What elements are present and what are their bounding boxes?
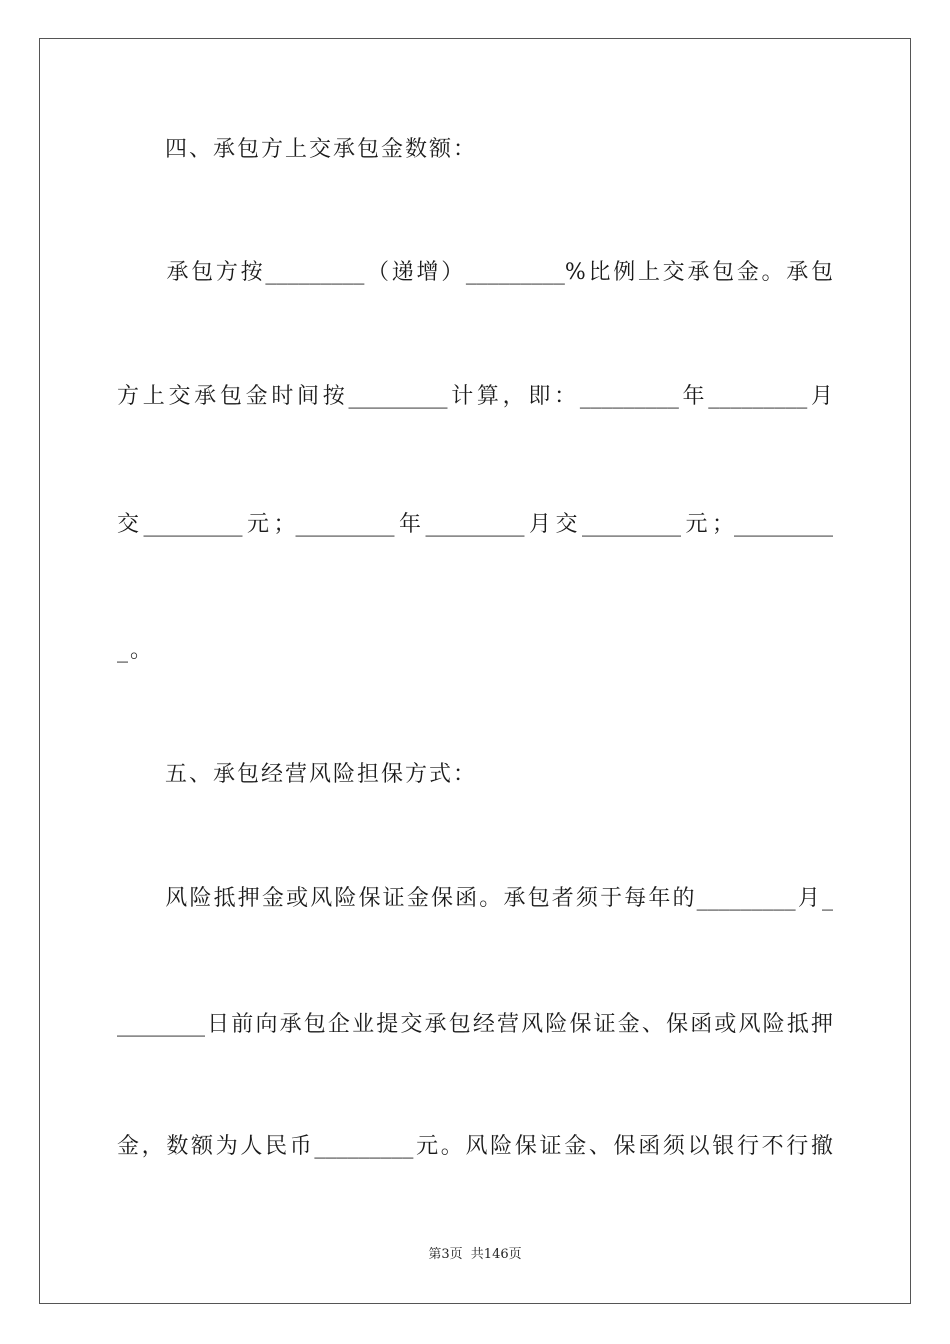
body-line: 承包方按_________（递增）_________%比例上交承包金。承包	[117, 260, 833, 285]
body-line: _。	[117, 638, 155, 663]
body-line: 风险抵押金或风险保证金保函。承包者须于每年的_________月_	[117, 886, 833, 911]
body-line: 方上交承包金时间按_________计算，即：_________年_________月	[117, 384, 833, 409]
body-line: 交_________元；_________年_________月交_________元；_________	[117, 512, 833, 537]
body-line: 金，数额为人民币_________元。风险保证金、保函须以银行不行撤	[117, 1134, 833, 1159]
section-4-heading: 四、承包方上交承包金数额：	[117, 137, 478, 162]
page-number: 第3页	[428, 1247, 463, 1262]
body-line: ________日前向承包企业提交承包经营风险保证金、保函或风险抵押	[117, 1012, 833, 1037]
page-footer	[0, 1246, 950, 1264]
page-total: 共146页	[470, 1247, 522, 1262]
section-5-heading: 五、承包经营风险担保方式：	[117, 762, 478, 787]
page-frame	[39, 38, 911, 1304]
